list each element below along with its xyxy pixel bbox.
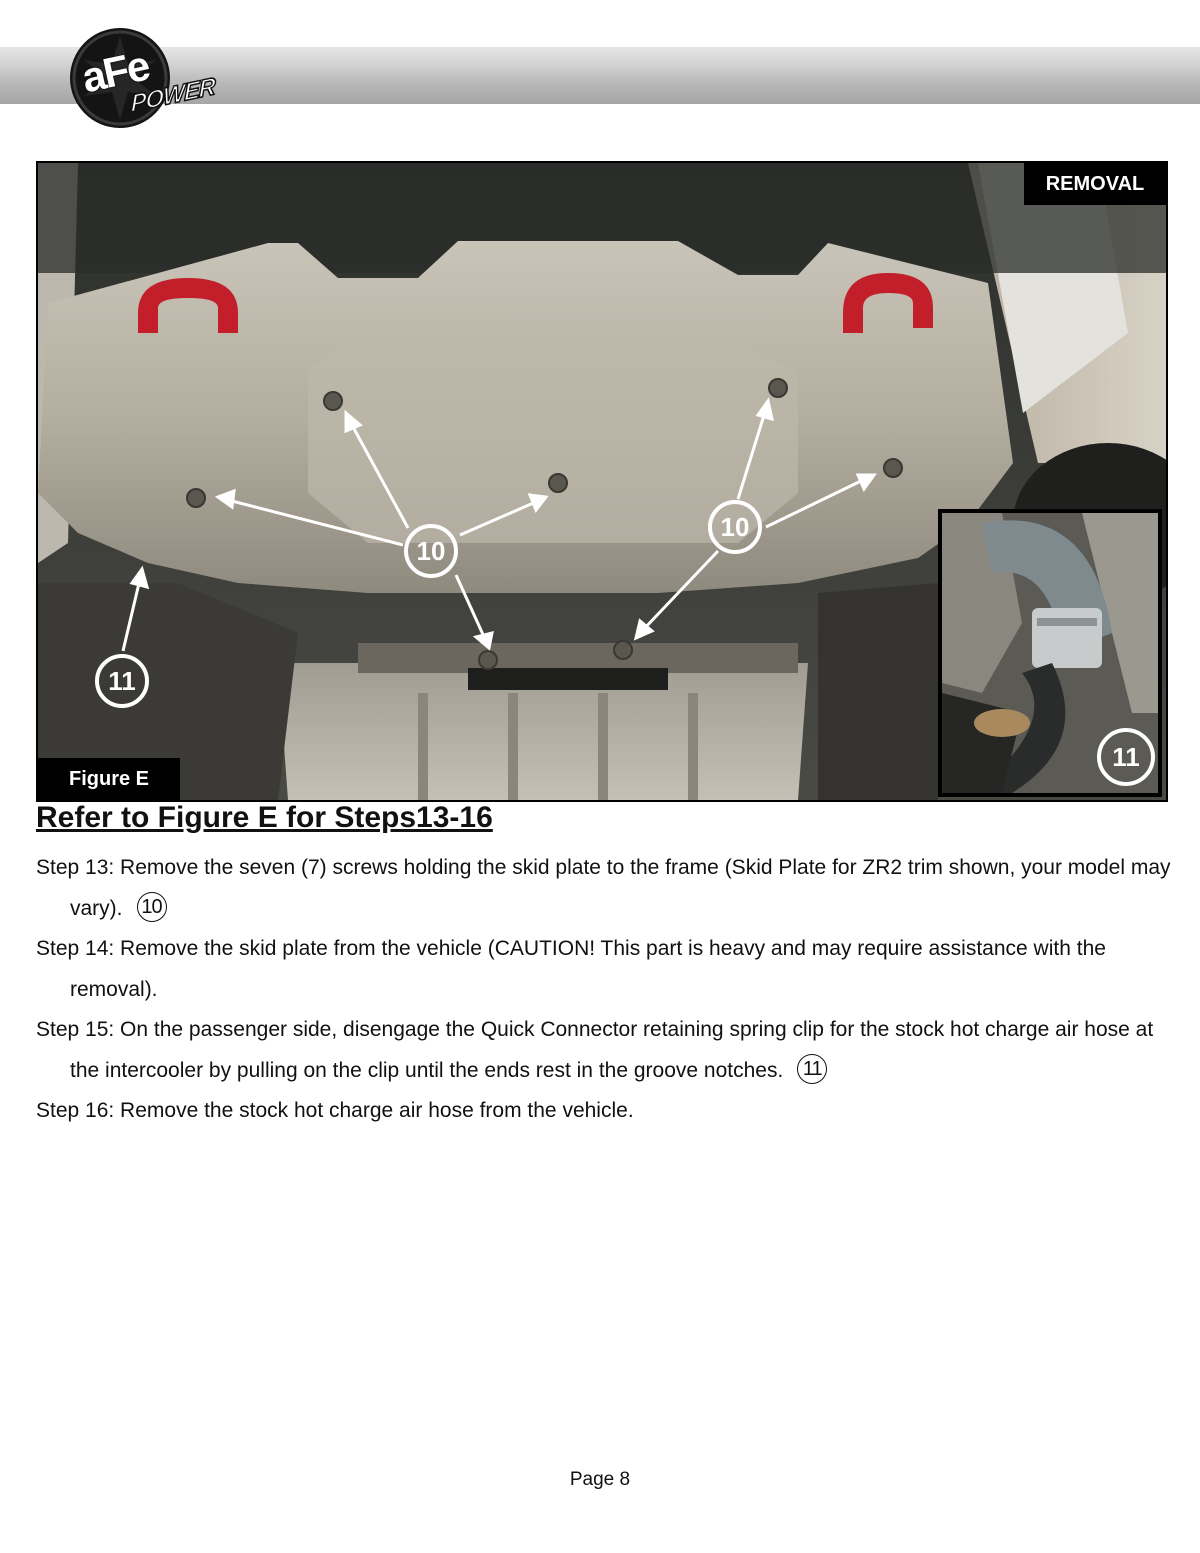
- logo-wordmark: aFe: [77, 41, 153, 102]
- ref-callout-11: 11: [797, 1054, 827, 1084]
- logo-power-text: POWER: [130, 72, 215, 119]
- steps-list: [36, 848, 1171, 1132]
- step-16-text: Step 16: Remove the stock hot charge air hose from the vehicle.: [36, 1099, 634, 1122]
- removal-tag: REMOVAL: [1024, 163, 1166, 205]
- step-15: [36, 1010, 1171, 1091]
- ref-callout-10: 10: [137, 892, 167, 922]
- step-13: [36, 848, 1171, 929]
- figure-label: Figure E: [38, 758, 180, 800]
- afe-power-logo: [68, 24, 238, 132]
- callout-11-inset: 11: [1097, 728, 1155, 786]
- step-13-text: Step 13: Remove the seven (7) screws holding the skid plate to the frame (Skid Plate for ZR2 trim shown, your model may vary).: [36, 856, 1171, 920]
- page-number: Page 8: [569, 1469, 631, 1490]
- step-14: [36, 929, 1171, 1010]
- callout-10-right: 10: [708, 500, 762, 554]
- step-16: [36, 1091, 1171, 1132]
- step-14-text: Step 14: Remove the skid plate from the vehicle (CAUTION! This part is heavy and may require assistance with the removal).: [36, 937, 1106, 1001]
- callout-11-left: 11: [95, 654, 149, 708]
- figure-e-photo: [36, 161, 1168, 802]
- callout-10-left: 10: [404, 524, 458, 578]
- step-15-text: Step 15: On the passenger side, disengage the Quick Connector retaining spring clip for the stock hot charge air hose at the intercooler by pulling on the clip until the ends rest in the groove notches.: [36, 1018, 1154, 1082]
- inset-photo-connector: [938, 509, 1162, 797]
- section-heading: Refer to Figure E for Steps13-16: [36, 801, 493, 834]
